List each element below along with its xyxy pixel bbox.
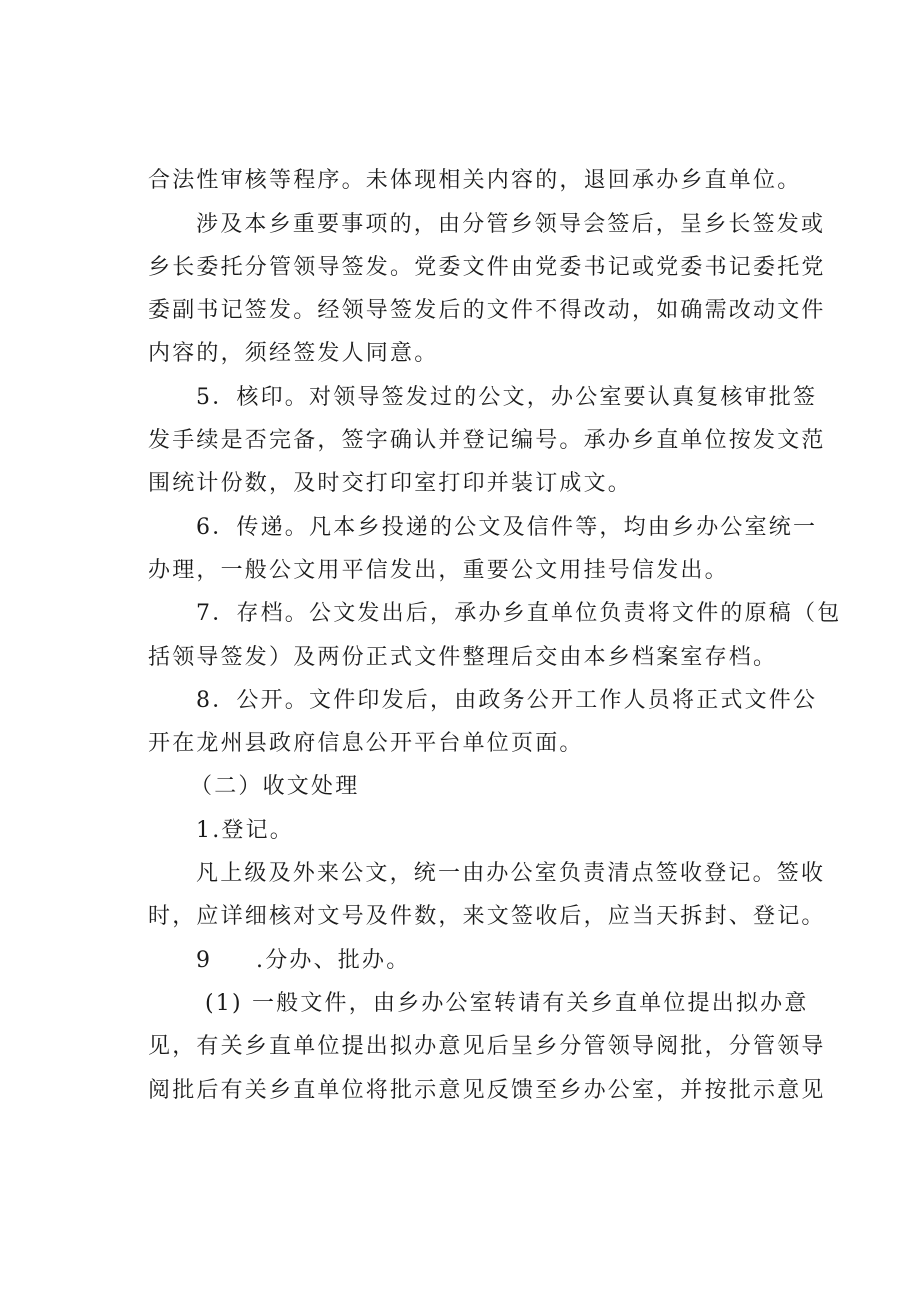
text-line: 见，有关乡直单位提出拟办意见后呈乡分管领导阅批，分管领导 bbox=[148, 1034, 826, 1059]
text-line bbox=[196, 946, 808, 976]
text-line: 围统计份数，及时交打印室打印并装订成文。 bbox=[148, 471, 633, 496]
section-heading: （二）收文处理 bbox=[190, 774, 360, 799]
text-line: 凡上级及外来公文，统一由办公室负责清点签收登记。签收 bbox=[196, 861, 826, 886]
text-line: 5．核印。对领导签发过的公文，办公室要认真复核审批签 bbox=[196, 385, 818, 410]
text-line: 8．公开。文件印发后，由政务公开工作人员将正式文件公 bbox=[196, 688, 818, 713]
text-line: 涉及本乡重要事项的，由分管乡领导会签后，呈乡长签发或 bbox=[196, 212, 826, 237]
text-line: 内容的，须经签发人同意。 bbox=[148, 341, 439, 366]
text-line: 开在龙州县政府信息公开平台单位页面。 bbox=[148, 731, 584, 756]
text-line: 委副书记签发。经领导签发后的文件不得改动，如确需改动文件 bbox=[148, 298, 826, 323]
item-number: 9 bbox=[196, 948, 210, 973]
item-title: .分办、批办。 bbox=[256, 948, 411, 973]
text-line: 发手续是否完备，签字确认并登记编号。承办乡直单位按发文范 bbox=[148, 428, 826, 453]
text-line: 7．存档。公文发出后，承办乡直单位负责将文件的原稿（包 bbox=[196, 601, 842, 626]
text-line: 6．传递。凡本乡投递的公文及信件等，均由乡办公室统一 bbox=[196, 515, 818, 540]
text-line: (1) 一般文件，由乡办公室转请有关乡直单位提出拟办意 bbox=[205, 991, 809, 1016]
text-line: 阅批后有关乡直单位将批示意见反馈至乡办公室，并按批示意见 bbox=[148, 1078, 826, 1103]
text-line: 时，应详细核对文号及件数，来文签收后，应当天拆封、登记。 bbox=[148, 904, 826, 929]
text-line: 乡长委托分管领导签发。党委文件由党委书记或党委书记委托党 bbox=[148, 255, 826, 280]
text-line: 合法性审核等程序。未体现相关内容的，退回承办乡直单位。 bbox=[148, 168, 802, 193]
text-line: 括领导签发）及两份正式文件整理后交由本乡档案室存档。 bbox=[148, 645, 778, 670]
text-line: 办理，一般公文用平信发出，重要公文用挂号信发出。 bbox=[148, 558, 729, 583]
text-line: 1.登记。 bbox=[196, 818, 294, 843]
